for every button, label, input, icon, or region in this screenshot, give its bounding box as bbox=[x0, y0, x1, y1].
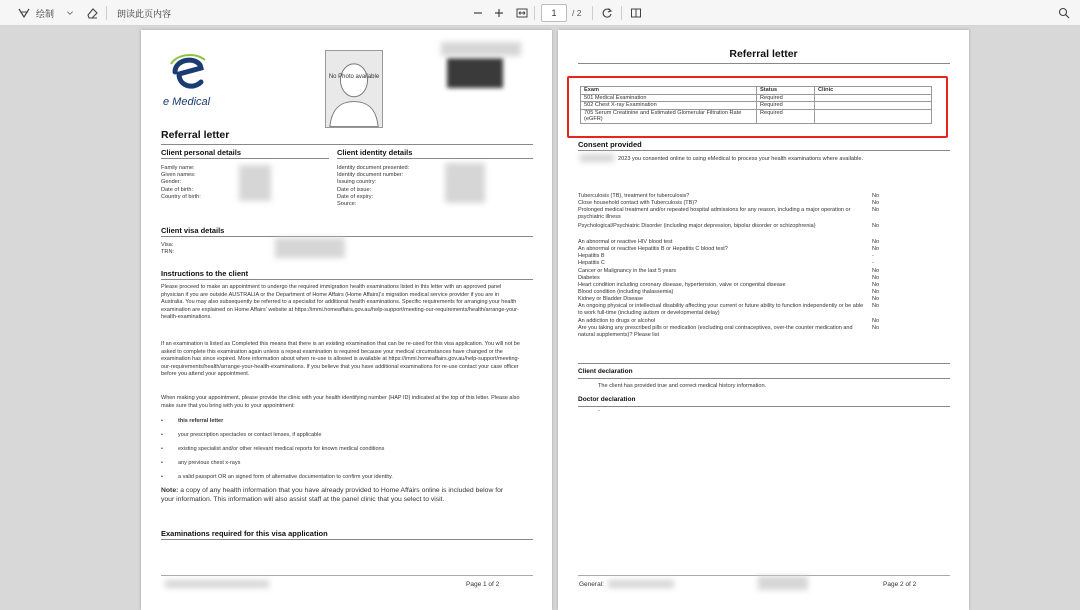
field-label: Issuing country: bbox=[337, 179, 377, 186]
toolbar-divider bbox=[534, 6, 535, 20]
read-aloud-button[interactable] bbox=[117, 5, 171, 21]
field-label: Gender: bbox=[161, 179, 182, 186]
question-answer: No bbox=[872, 193, 880, 199]
redacted-footer bbox=[608, 580, 674, 588]
draw-button[interactable] bbox=[18, 5, 74, 21]
question-answer: No bbox=[872, 239, 880, 245]
identity-details-labels bbox=[337, 165, 409, 208]
search-button[interactable] bbox=[1058, 5, 1070, 21]
client-declaration-heading: Client declaration bbox=[578, 368, 633, 375]
bullet-dot: • bbox=[161, 446, 163, 452]
question-answer: No bbox=[872, 268, 880, 274]
bullet-dot: • bbox=[161, 460, 163, 466]
divider bbox=[161, 236, 533, 237]
field-label: Identity document number: bbox=[337, 172, 404, 179]
bullet-dot: • bbox=[161, 474, 163, 480]
question-answer: No bbox=[872, 246, 880, 252]
fit-page-icon bbox=[516, 7, 528, 19]
field-label: Given names: bbox=[161, 172, 196, 179]
search-icon bbox=[1058, 7, 1070, 19]
redacted-date bbox=[580, 154, 614, 162]
reuse-paragraph: If an examination is listed as Completed this means that there is an existing examination that can be re-used for this visa application. You will not be asked to complete this examination again unless a repeat examination is required because your medical circumstances have changed or the examination has since expired. More information about when re-use is allowed is available at https://immi.homeaffairs.gov.au/help-support/meeting-our-requirements/health/arrange-your-health-examinations. If you believe that you have additional examinations for re-use contact your case officer before you attend your appointment. bbox=[161, 341, 520, 378]
zoom-in-icon bbox=[493, 7, 505, 19]
question-text: Psychological/Psychiatric Disorder (including major depression, bipolar disorder or schizophrenia) bbox=[578, 223, 816, 229]
question-text: Are you taking any prescribed pills or medication (excluding oral contraceptives, over-the counter medication and natural supplements)? Please list bbox=[578, 325, 853, 338]
question-answer: No bbox=[872, 289, 880, 295]
field-label: Date of expiry: bbox=[337, 193, 374, 200]
page-title: Referral letter bbox=[729, 48, 798, 60]
identity-details-heading: Client identity details bbox=[337, 148, 413, 157]
divider bbox=[161, 144, 533, 145]
list-item: this referral letter bbox=[178, 418, 224, 424]
question-text: An abnormal or reactive HIV blood test bbox=[578, 239, 673, 245]
field-label: Family name: bbox=[161, 165, 195, 171]
divider bbox=[161, 158, 329, 159]
column-header: Status bbox=[757, 87, 815, 95]
divider bbox=[161, 539, 533, 540]
question-answer: No bbox=[872, 275, 880, 281]
emedical-logo-icon bbox=[165, 50, 211, 96]
bullet-dot: • bbox=[161, 418, 163, 424]
question-answer: No bbox=[872, 223, 880, 229]
redacted-footer bbox=[758, 576, 808, 590]
eraser-icon bbox=[86, 7, 98, 19]
pdf-page-2 bbox=[558, 30, 969, 610]
redacted-values bbox=[275, 238, 345, 258]
redacted-barcode bbox=[447, 58, 503, 88]
exam-cell: 501 Medical Examination bbox=[581, 94, 757, 102]
draw-label: 绘制 bbox=[36, 8, 55, 19]
divider bbox=[337, 158, 533, 159]
divider bbox=[578, 63, 950, 64]
page-view-button[interactable] bbox=[630, 5, 642, 21]
photo-label: No Photo available bbox=[328, 74, 380, 80]
rotate-icon bbox=[601, 7, 613, 19]
zoom-out-button[interactable] bbox=[472, 5, 484, 21]
field-label: Date of birth: bbox=[161, 186, 194, 193]
person-silhouette-icon bbox=[326, 51, 382, 127]
list-item: existing specialist and/or other relevant medical reports for known medical conditions bbox=[178, 446, 385, 452]
question-text: Diabetes bbox=[578, 275, 600, 281]
note-label: Note: bbox=[161, 487, 179, 494]
footer-general-label: General: bbox=[579, 581, 604, 588]
exams-heading: Examinations required for this visa application bbox=[161, 529, 328, 538]
footer-rule bbox=[161, 575, 533, 576]
question-text: An ongoing physical or intellectual disability affecting your current or future ability to function independently or be able to work full-time (including autism or developmental delay) bbox=[578, 303, 864, 316]
question-text: An addiction to drugs or alcohol bbox=[578, 318, 656, 324]
redacted-footer bbox=[165, 580, 269, 588]
visa-details-labels bbox=[161, 242, 174, 256]
divider bbox=[578, 150, 950, 151]
toolbar-divider bbox=[592, 6, 593, 20]
consent-text: 2023 you consented online to using eMedical to process your health examinations where available. bbox=[618, 156, 864, 162]
client-declaration-text: The client has provided true and correct medical history information. bbox=[598, 383, 767, 389]
list-item: your prescription spectacles or contact lenses, if applicable bbox=[178, 432, 322, 438]
fit-page-button[interactable] bbox=[516, 5, 528, 21]
column-header: Clinic bbox=[815, 87, 932, 95]
question-answer: No bbox=[872, 318, 880, 324]
redacted-values bbox=[445, 163, 485, 203]
question-answer: No bbox=[872, 325, 880, 331]
photo-placeholder bbox=[325, 50, 383, 128]
page-total: / 2 bbox=[572, 8, 582, 18]
logo-text: e Medical bbox=[163, 96, 211, 108]
status-cell: Required bbox=[757, 102, 815, 110]
instructions-paragraph: Please proceed to make an appointment to undergo the required immigration health examinations listed in this letter with an approved panel physician if you are outside AUSTRALIA or the Department of Home Affairs (Home Affairs)'s migration medical service provider if you are in Australia. You may also subsequently be referred to a specialist for additional health examinations. Specific requirements for arranging your health examination are explained on Home Affairs' website at https://immi.homeaffairs.gov.au/help-support/meeting-our-requirements/health/arrange-your-health-examinations. bbox=[161, 284, 519, 321]
question-answer: - bbox=[872, 253, 874, 259]
draw-icon bbox=[18, 7, 30, 19]
question-text: Hepatitis B bbox=[578, 253, 605, 259]
read-aloud-label: 朗读此页内容 bbox=[117, 8, 172, 19]
field-label: Source: bbox=[337, 201, 357, 208]
question-text: Hepatitis C bbox=[578, 260, 605, 266]
field-label: TRN: bbox=[161, 249, 175, 256]
question-answer: - bbox=[872, 260, 874, 266]
question-text: Cancer or Malignancy in the last 5 years bbox=[578, 268, 677, 274]
divider bbox=[578, 378, 950, 379]
personal-details-labels bbox=[161, 165, 201, 201]
page-title: Referral letter bbox=[161, 129, 230, 141]
question-answer: No bbox=[872, 303, 880, 309]
question-text: Tuberculosis (TB), treatment for tuberculosis? bbox=[578, 193, 690, 199]
doctor-declaration-heading: Doctor declaration bbox=[578, 396, 636, 403]
appointment-paragraph: When making your appointment, please provide the clinic with your health identifying number (HAP ID) indicated at the top of this letter. Please also make sure that you bring with you to your appointment: bbox=[161, 395, 520, 409]
note-text: a copy of any health information that you have already provided to Home Affairs online is included below for your information. This information will also assist staff at the panel clinic that you select to visit. bbox=[161, 487, 504, 503]
field-label: Identity document presented: bbox=[337, 165, 410, 171]
exam-cell: 705 Serum Creatinine and Estimated Glomerular Filtration Rate (eGFR) bbox=[581, 109, 757, 123]
status-cell: Required bbox=[757, 94, 815, 102]
status-cell: Required bbox=[757, 109, 815, 123]
field-label: Date of issue: bbox=[337, 186, 372, 193]
redacted-text bbox=[441, 42, 521, 56]
doctor-declaration-dash: - bbox=[598, 408, 600, 414]
question-answer: No bbox=[872, 296, 880, 302]
question-text: An abnormal or reactive Hepatitis B or Hepatitis C blood test? bbox=[578, 246, 728, 252]
question-answer: No bbox=[872, 207, 880, 213]
personal-details-heading: Client personal details bbox=[161, 148, 242, 157]
zoom-in-button[interactable] bbox=[493, 5, 505, 21]
question-text: Kidney or Bladder Disease bbox=[578, 296, 644, 302]
page-view-icon bbox=[630, 7, 642, 19]
visa-details-heading: Client visa details bbox=[161, 226, 225, 235]
list-item: any previous chest x-rays bbox=[178, 460, 241, 466]
divider bbox=[578, 363, 950, 364]
question-text: Blood condition (including thalassemia) bbox=[578, 289, 674, 295]
pdf-page-1 bbox=[141, 30, 552, 610]
highlight-box bbox=[567, 76, 948, 138]
bullet-dot: • bbox=[161, 432, 163, 438]
divider bbox=[578, 406, 950, 407]
page-number: Page 1 of 2 bbox=[466, 581, 500, 588]
pdf-toolbar bbox=[0, 0, 1080, 26]
question-answer: No bbox=[872, 200, 880, 206]
field-label: Country of birth: bbox=[161, 193, 201, 200]
exam-cell: 502 Chest X-ray Examination bbox=[581, 102, 757, 110]
rotate-button[interactable] bbox=[601, 5, 613, 21]
question-text: Prolonged medical treatment and/or repeated hospital admissions for any reason, including a major operation or psychiatric illness bbox=[578, 207, 851, 220]
column-header: Exam bbox=[581, 87, 757, 95]
question-text: Close household contact with Tuberculosis (TB)? bbox=[578, 200, 698, 206]
page-number-input[interactable]: 1 bbox=[541, 4, 567, 22]
list-item: a valid passport OR an signed form of alternative documentation to confirm your identity. bbox=[178, 474, 393, 480]
instructions-heading: Instructions to the client bbox=[161, 269, 249, 278]
note-paragraph bbox=[161, 487, 506, 504]
toolbar-divider bbox=[106, 6, 107, 20]
divider bbox=[161, 279, 533, 280]
redacted-values bbox=[239, 165, 271, 201]
eraser-button[interactable] bbox=[86, 5, 98, 21]
zoom-out-icon bbox=[472, 7, 484, 19]
page-number: Page 2 of 2 bbox=[883, 581, 917, 588]
chevron-down-icon bbox=[66, 9, 74, 17]
field-label: Visa: bbox=[161, 242, 174, 248]
toolbar-divider bbox=[621, 6, 622, 20]
question-answer: No bbox=[872, 282, 880, 288]
question-text: Heart condition including coronary disease, hypertension, valve or congenital disease bbox=[578, 282, 786, 288]
consent-heading: Consent provided bbox=[578, 140, 642, 149]
